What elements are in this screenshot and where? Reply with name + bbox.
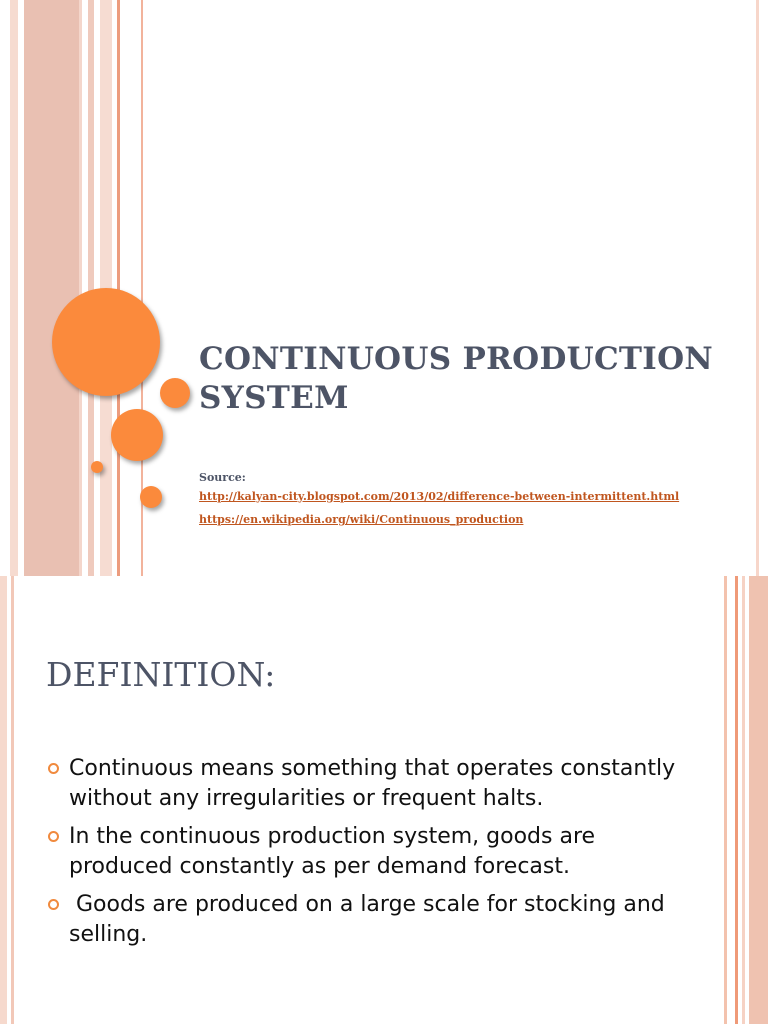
bullet-list — [46, 754, 686, 958]
definition-slide — [0, 576, 768, 1024]
bullet-circle-icon — [48, 831, 59, 842]
source-link-wikipedia[interactable]: https://en.wikipedia.org/wiki/Continuous_production — [199, 513, 524, 526]
decorative-bar — [88, 0, 94, 576]
slide-title: CONTINUOUS PRODUCTION SYSTEM — [199, 341, 714, 416]
bullet-item — [46, 754, 686, 814]
decorative-circle — [160, 378, 190, 408]
decorative-bar — [735, 576, 738, 1024]
decorative-bar — [724, 576, 727, 1024]
bullet-text: Continuous means something that operates constantly without any irregularities or frequent halts. — [69, 756, 676, 811]
decorative-bar — [11, 576, 14, 1024]
decorative-bar — [756, 0, 759, 576]
decorative-circle — [111, 409, 163, 461]
slide-heading: DEFINITION: — [46, 655, 276, 694]
bullet-text: In the continuous production system, goods are produced constantly as per demand forecast. — [69, 824, 596, 879]
decorative-bar — [742, 576, 745, 1024]
decorative-bar — [24, 0, 79, 576]
decorative-bar — [0, 576, 7, 1024]
decorative-bar — [10, 0, 18, 576]
bullet-circle-icon — [48, 763, 59, 774]
decorative-bar — [117, 0, 120, 576]
bullet-text: Goods are produced on a large scale for stocking and selling. — [69, 892, 672, 947]
bullet-item — [46, 890, 686, 950]
decorative-circle — [91, 461, 103, 473]
bullet-item — [46, 822, 686, 882]
decorative-bar — [79, 0, 82, 576]
source-label: Source: — [199, 471, 246, 484]
decorative-circle — [52, 288, 160, 396]
decorative-circle — [140, 486, 162, 508]
decorative-bar — [749, 576, 768, 1024]
source-link-kalyan-city[interactable]: http://kalyan-city.blogspot.com/2013/02/difference-between-intermittent.html — [199, 490, 680, 503]
bullet-circle-icon — [48, 899, 59, 910]
